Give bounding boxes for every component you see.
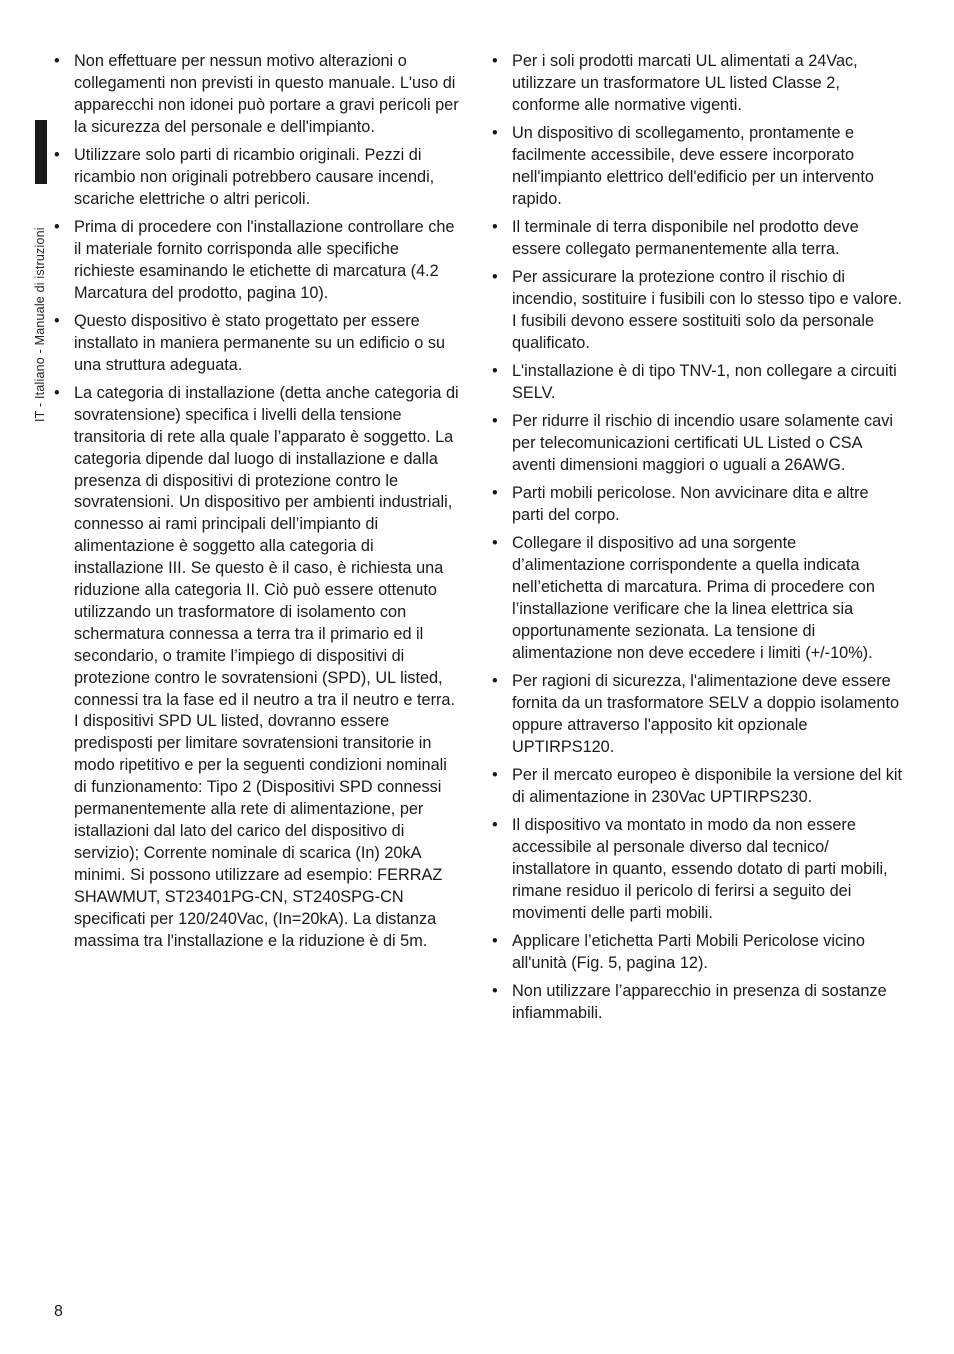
bullet-icon: •: [492, 484, 498, 503]
list-item: [54, 383, 464, 953]
bullet-icon: •: [492, 815, 498, 834]
list-item-text: Utilizzare solo parti di ricambio originali. Pezzi di ricambio non originali potrebbero causare incendi, scariche elettriche o altri pericoli.: [74, 145, 435, 208]
list-item-text: La categoria di installazione (detta anche categoria di sovratensione) specifica i livelli della tensione transitoria di rete alla quale l’apparato è soggetto. La categoria dipende dal luogo di installazione e dalla presenza di dispositivi di protezione contro le sovratensioni. Un dispositivo per ambienti industriali, connesso ai rami principali dell’impianto di alimentazione è soggetto alla categoria di installazione III. Se questo è il caso, è richiesta una riduzione alla categoria II. Ciò può essere ottenuto utilizzando un trasformatore di isolamento con schermatura connessa a terra tra il primario ed il secondario, o tramite l’impiego di dispositivi di protezione contro le sovratensioni (SPD), UL listed, connessi tra la fase ed il neutro a tra il neutro e terra. I dispositivi SPD UL listed, dovranno essere predisposti per limitare sovratensioni transitorie in modo ripetitivo e per la seguenti condizioni nominali di funzionamento: Tipo 2 (Dispositivi SPD connessi permanentemente alla rete di alimentazione, per istallazioni dal lato del carico del dispositivo di servizio); Corrente nominale di scarica (In) 20kA minimi. Si possono utilizzare ad esempio: FERRAZ SHAWMUT, ST23401PG-CN, ST240SPG-CN specificati per 120/240Vac, (In=20kA). La distanza massima tra l'installazione e la riduzione è di 5m.: [74, 383, 459, 950]
list-item-text: L'installazione è di tipo TNV-1, non collegare a circuiti SELV.: [512, 361, 897, 402]
left-column-list: [54, 51, 464, 959]
bullet-icon: •: [54, 145, 60, 164]
bullet-icon: •: [492, 361, 498, 380]
bullet-icon: •: [54, 383, 60, 402]
bullet-icon: •: [492, 981, 498, 1000]
bullet-icon: •: [54, 52, 60, 70]
list-item-text: Per ridurre il rischio di incendio usare solamente cavi per telecomunicazioni certificati UL Listed o CSA aventi dimensioni maggiori o uguali a 26AWG.: [512, 412, 893, 474]
list-item: [54, 217, 464, 305]
list-item: [54, 145, 464, 211]
list-item-text: Per il mercato europeo è disponibile la versione del kit di alimentazione in 230Vac UPTIRPS230.: [512, 765, 903, 806]
bullet-icon: •: [492, 412, 498, 431]
list-item-text: Prima di procedere con l'installazione controllare che il materiale fornito corrisponda alle specifiche richieste esaminando le etichette di marcatura (4.2 Marcatura del prodotto, pagina 10).: [74, 217, 455, 302]
list-item: [492, 671, 904, 759]
bullet-icon: •: [54, 217, 60, 236]
list-item-text: Questo dispositivo è stato progettato per essere installato in maniera permanente su un edificio o su una struttura adeguata.: [74, 311, 446, 374]
list-item-text: Per ragioni di sicurezza, l'alimentazione deve essere fornita da un trasformatore SELV a doppio isolamento oppure attraverso l'apposito kit opzionale UPTIRPS120.: [512, 671, 900, 756]
list-item: [492, 267, 904, 355]
list-item: [492, 931, 904, 975]
list-item: [492, 361, 904, 405]
bullet-icon: •: [492, 124, 498, 143]
list-item: [492, 483, 904, 527]
bullet-icon: •: [492, 671, 498, 690]
list-item: [492, 411, 904, 477]
list-item-text: Non utilizzare l’apparecchio in presenza di sostanze infiammabili.: [512, 981, 887, 1022]
list-item-text: Il dispositivo va montato in modo da non essere accessibile al personale diverso dal tecnico/ installatore in quanto, essendo dotato di parti mobili, rimane residuo il pericolo di ferirsi a seguito dei movimenti delle parti mobili.: [512, 815, 888, 922]
bullet-icon: •: [54, 311, 60, 330]
bullet-icon: •: [492, 52, 498, 70]
list-item: [492, 765, 904, 809]
bullet-icon: •: [492, 217, 498, 236]
side-section-label: IT - Italiano - Manuale di istruzioni: [33, 227, 47, 422]
list-item-text: Parti mobili pericolose. Non avvicinare dita e altre parti del corpo.: [512, 484, 869, 524]
list-item-text: Il terminale di terra disponibile nel prodotto deve essere collegato permanentemente alla terra.: [512, 217, 859, 258]
bullet-icon: •: [492, 765, 498, 784]
list-item: [54, 311, 464, 377]
list-item-text: Non effettuare per nessun motivo alterazioni o collegamenti non previsti in questo manuale. L'uso di apparecchi non idonei può portare a gravi pericoli per la sicurezza del personale e dell'impianto.: [74, 52, 459, 136]
list-item: [492, 981, 904, 1025]
list-item-text: Applicare l’etichetta Parti Mobili Pericolose vicino all'unità (Fig. 5, pagina 12).: [512, 931, 865, 972]
bullet-icon: •: [492, 931, 498, 950]
list-item: [492, 123, 904, 211]
bullet-icon: •: [492, 534, 498, 553]
list-item: [492, 815, 904, 925]
list-item-text: Collegare il dispositivo ad una sorgente d’alimentazione corrispondente a quella indicata nell’etichetta di marcatura. Prima di procedere con l’installazione verificare che la linea elettrica sia opportunamente sezionata. La tensione di alimentazione non deve eccedere i limiti (+/-10%).: [512, 534, 875, 662]
list-item-text: Per assicurare la protezione contro il rischio di incendio, sostituire i fusibili con lo stesso tipo e valore. I fusibili devono essere sostituiti solo da personale qualificato.: [512, 268, 903, 352]
list-item: [54, 51, 464, 139]
list-item: [492, 51, 904, 117]
list-item: [492, 533, 904, 664]
section-marker-bar: [35, 120, 47, 184]
list-item-text: Un dispositivo di scollegamento, prontamente e facilmente accessibile, deve essere incorporato nell'impianto elettrico dell'edificio per un intervento rapido.: [512, 124, 874, 208]
list-item: [492, 217, 904, 261]
page-number: 8: [54, 1303, 63, 1320]
bullet-icon: •: [492, 268, 498, 287]
right-column-list: [492, 51, 904, 1031]
list-item-text: Per i soli prodotti marcati UL alimentati a 24Vac, utilizzare un trasformatore UL listed Classe 2, conforme alle normative vigenti.: [512, 52, 858, 114]
